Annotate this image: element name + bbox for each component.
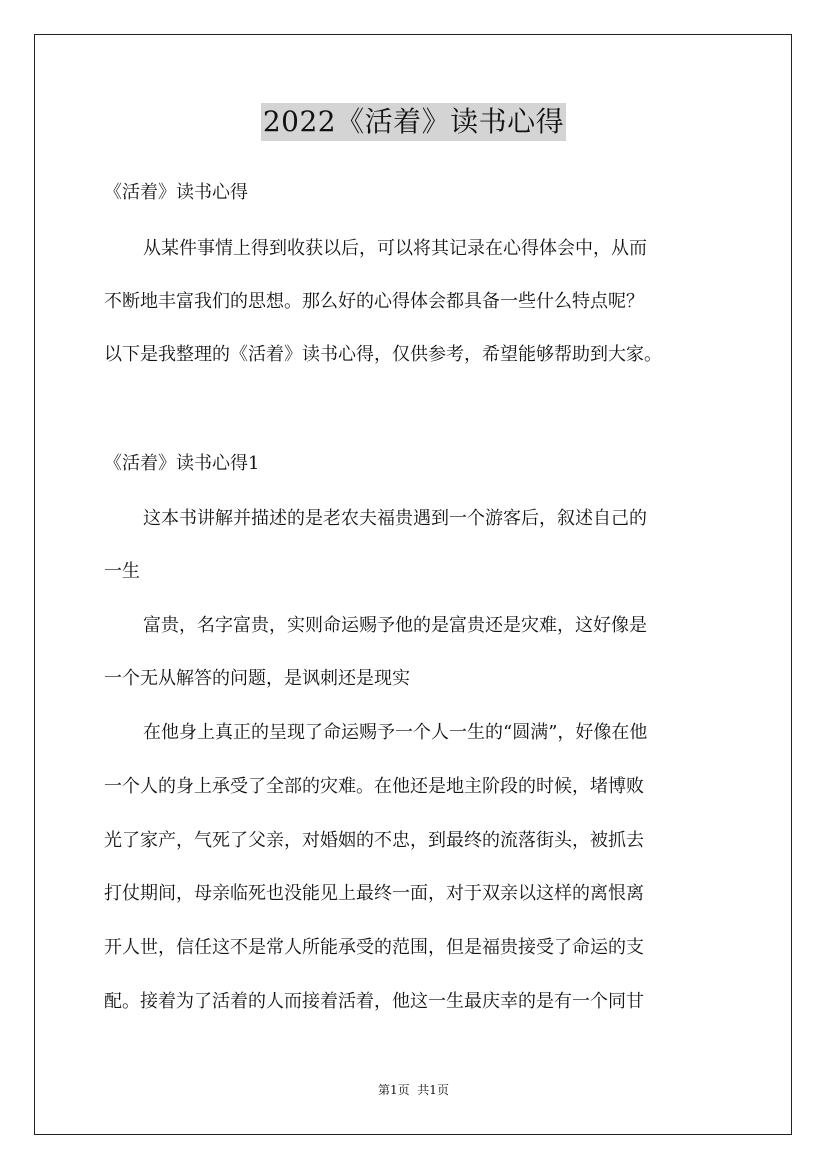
paragraph-line: 开人世，信任这不是常人所能承受的范围，但是福贵接受了命运的支 [104,937,644,958]
paragraph-line: 在他身上真正的呈现了命运赐予一个人一生的“圆满”，好像在他 [143,722,648,743]
section-heading: 《活着》读书心得 [104,182,248,203]
paragraph-line: 一生 [104,561,140,582]
section-heading: 《活着》读书心得1 [104,453,260,474]
paragraph-line: 这本书讲解并描述的是老农夫福贵遇到一个游客后，叙述自己的 [143,508,647,529]
paragraph-line: 不断地丰富我们的思想。那么好的心得体会都具备一些什么特点呢？ [104,291,644,312]
paragraph-line: 一个人的身上承受了全部的灾难。在他还是地主阶段的时候，堵博败 [104,776,644,797]
paragraph-line: 打仗期间，母亲临死也没能见上最终一面，对于双亲以这样的离恨离 [104,883,644,904]
paragraph-line: 配。接着为了活着的人而接着活着，他这一生最庆幸的是有一个同甘 [104,991,644,1012]
page-footer: 第1页 共1页 [378,1083,449,1097]
paragraph-line: 光了家产，气死了父亲，对婚姻的不忠，到最终的流落街头，被抓去 [104,830,644,851]
paragraph-line: 以下是我整理的《活着》读书心得，仅供参考，希望能够帮助到大家。 [104,344,662,365]
title-container [0,103,827,141]
paragraph-line: 富贵，名字富贵，实则命运赐予他的是富贵还是灾难，这好像是 [143,615,647,636]
paragraph-line: 从某件事情上得到收获以后，可以将其记录在心得体会中，从而 [143,238,647,259]
document-title: 2022《活着》读书心得 [261,103,566,141]
paragraph-line: 一个无从解答的问题，是讽刺还是现实 [104,668,410,689]
